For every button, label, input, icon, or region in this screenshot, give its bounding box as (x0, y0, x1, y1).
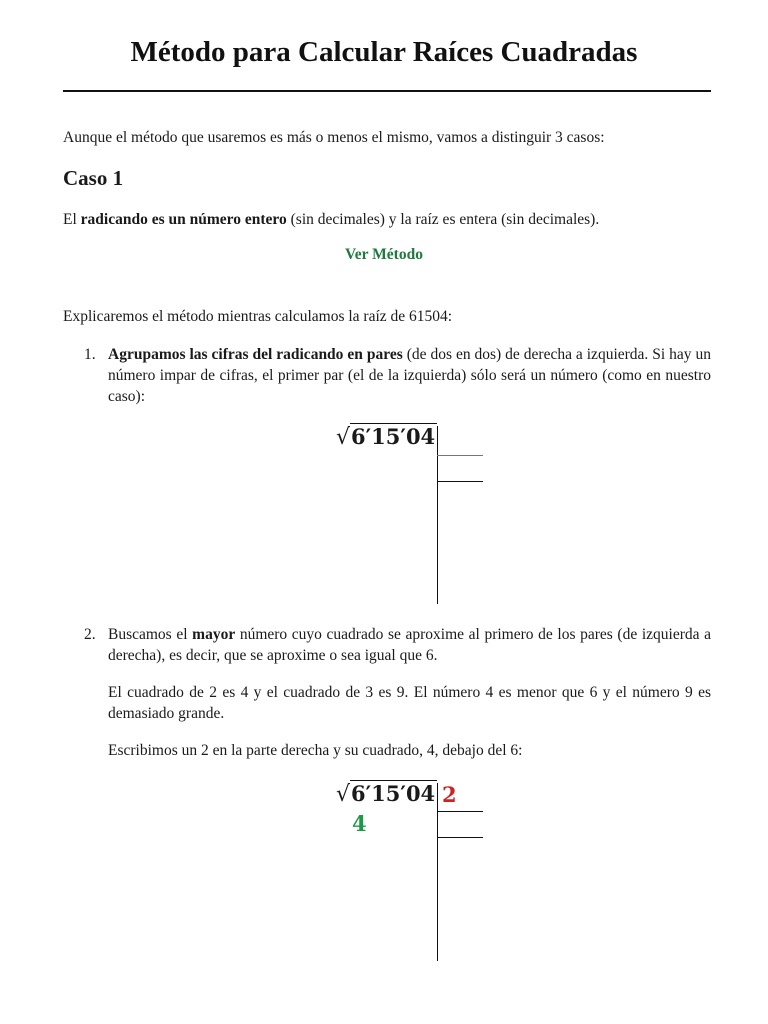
result-underline (437, 455, 483, 456)
division-vertical-line (437, 783, 438, 961)
step-2-bold: mayor (192, 626, 236, 643)
step-1-rest: (de dos en dos) de derecha a izquierda. Si hay un número impar de cifras, el primer par (el de la izquierda) sólo será un número (como en nuestro caso): (108, 346, 711, 405)
case-1-heading: Caso 1 (63, 166, 124, 190)
sqrt-figure-2 (336, 781, 496, 963)
explain-paragraph: Explicaremos el método mientras calculamos la raíz de 61504: (63, 308, 453, 325)
case-1-desc-bold: radicando es un número entero (80, 211, 287, 228)
step-2-prefix: Buscamos el (108, 626, 193, 643)
step-2-text (108, 624, 711, 666)
work-line (437, 481, 483, 482)
root-digit: 2 (442, 782, 457, 807)
step-1-number: 1. (84, 346, 96, 363)
step-1-text (108, 344, 711, 407)
radicand: 6′15′04 (351, 424, 436, 449)
square-digit: 4 (352, 811, 367, 836)
division-vertical-line (437, 426, 438, 604)
case-1-desc-prefix: El (63, 211, 81, 228)
sqrt-sign-icon: √ (336, 425, 351, 450)
intro-paragraph: Aunque el método que usaremos es más o menos el mismo, vamos a distinguir 3 casos: (63, 129, 605, 146)
step-2-paragraph-2: El cuadrado de 2 es 4 y el cuadrado de 3 es 9. El número 4 es menor que 6 y el número 9 es demasiado grande. (108, 684, 711, 722)
radical-expression (336, 424, 437, 450)
step-1-bold: Agrupamos las cifras del radicando en pares (108, 346, 403, 363)
ver-metodo-link[interactable]: Ver Método (345, 246, 423, 263)
case-1-description (63, 209, 599, 230)
step-2-number: 2. (84, 626, 96, 643)
sqrt-figure-1 (336, 424, 496, 606)
step-2-paragraph-3: Escribimos un 2 en la parte derecha y su cuadrado, 4, debajo del 6: (108, 742, 523, 759)
case-1-desc-suffix: (sin decimales) y la raíz es entera (sin decimales). (286, 211, 600, 228)
result-underline (437, 811, 483, 812)
page-title: Método para Calcular Raíces Cuadradas (130, 36, 638, 68)
step-2-rest: número cuyo cuadrado se aproxime al primero de los pares (de izquierda a derecha), es decir, que se aproxime o sea igual que 6. (108, 626, 712, 664)
sqrt-sign-icon: √ (336, 782, 351, 807)
title-divider (63, 90, 711, 92)
work-line (437, 837, 483, 838)
radical-expression (336, 781, 437, 807)
radicand: 6′15′04 (351, 781, 436, 806)
